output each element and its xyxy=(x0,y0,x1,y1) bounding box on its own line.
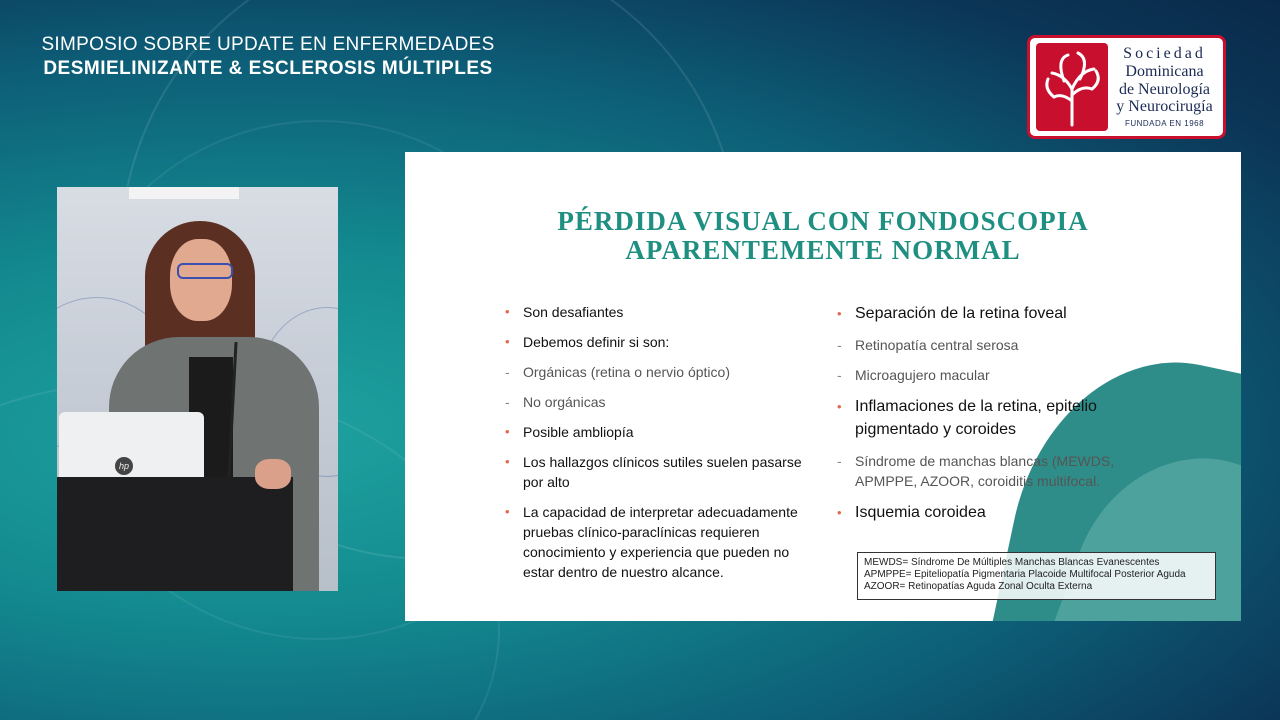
speaker-glasses xyxy=(177,263,233,279)
list-item: • Posible ambliopía xyxy=(505,422,815,442)
brain-tree-logo-icon xyxy=(1034,41,1110,133)
list-item: - Microagujero macular xyxy=(837,365,1137,385)
slide-title-line1: PÉRDIDA VISUAL CON FONDOSCOPIA xyxy=(557,206,1089,236)
list-item: - Retinopatía central serosa xyxy=(837,335,1137,355)
society-logo xyxy=(1027,35,1226,139)
list-item: • Inflamaciones de la retina, epitelio pigmentado y coroides xyxy=(837,395,1137,441)
slide-left-column xyxy=(505,302,815,592)
video-background-banner xyxy=(129,187,239,199)
legend-line: APMPPE= Epiteliopatía Pigmentaria Placoide Multifocal Posterior Aguda xyxy=(864,569,1186,580)
logo-line-2: Dominicana xyxy=(1125,62,1204,80)
logo-line-1: Sociedad xyxy=(1123,44,1206,62)
presentation-slide xyxy=(405,152,1241,621)
list-item: • Los hallazgos clínicos sutiles suelen pasarse por alto xyxy=(505,452,815,492)
podium xyxy=(57,477,293,591)
slide-title xyxy=(405,207,1241,265)
event-title-line1: SIMPOSIO SOBRE UPDATE EN ENFERMEDADES xyxy=(41,34,495,55)
speaker-face xyxy=(170,239,232,321)
logo-line-3: de Neurología xyxy=(1118,80,1211,98)
event-title-line2: DESMIELINIZANTE & ESCLEROSIS MÚLTIPLES xyxy=(43,58,493,79)
laptop xyxy=(59,412,204,484)
list-item: • Isquemia coroidea xyxy=(837,501,1137,524)
legend-line: AZOOR= Retinopatías Aguda Zonal Oculta Externa xyxy=(864,581,1093,592)
slide-right-column xyxy=(837,302,1137,534)
event-title xyxy=(28,34,508,80)
speaker-video xyxy=(57,187,338,591)
list-item: • Son desafiantes xyxy=(505,302,815,322)
logo-text xyxy=(1110,45,1219,130)
slide-title-line2: APARENTEMENTE NORMAL xyxy=(625,235,1021,265)
list-item: • Debemos definir si son: xyxy=(505,332,815,352)
list-item: • La capacidad de interpretar adecuadamente pruebas clínico-paraclínicas requieren conocimiento y experiencia que pueden no estar dentro de nuestro alcance. xyxy=(505,502,815,582)
list-item: - Orgánicas (retina o nervio óptico) xyxy=(505,362,815,382)
legend-line: MEWDS= Síndrome De Múltiples Manchas Blancas Evanescentes xyxy=(864,557,1160,568)
speaker-hand xyxy=(255,459,291,489)
abbreviation-legend xyxy=(857,552,1216,600)
logo-line-4: y Neurocirugía xyxy=(1116,98,1213,116)
laptop-brand-logo: hp xyxy=(115,457,133,475)
list-item: - No orgánicas xyxy=(505,392,815,412)
logo-founded: FUNDADA EN 1968 xyxy=(1124,119,1205,129)
list-item: • Separación de la retina foveal xyxy=(837,302,1137,325)
list-item: - Síndrome de manchas blancas (MEWDS, APMPPE, AZOOR, coroiditis multifocal. xyxy=(837,451,1137,491)
